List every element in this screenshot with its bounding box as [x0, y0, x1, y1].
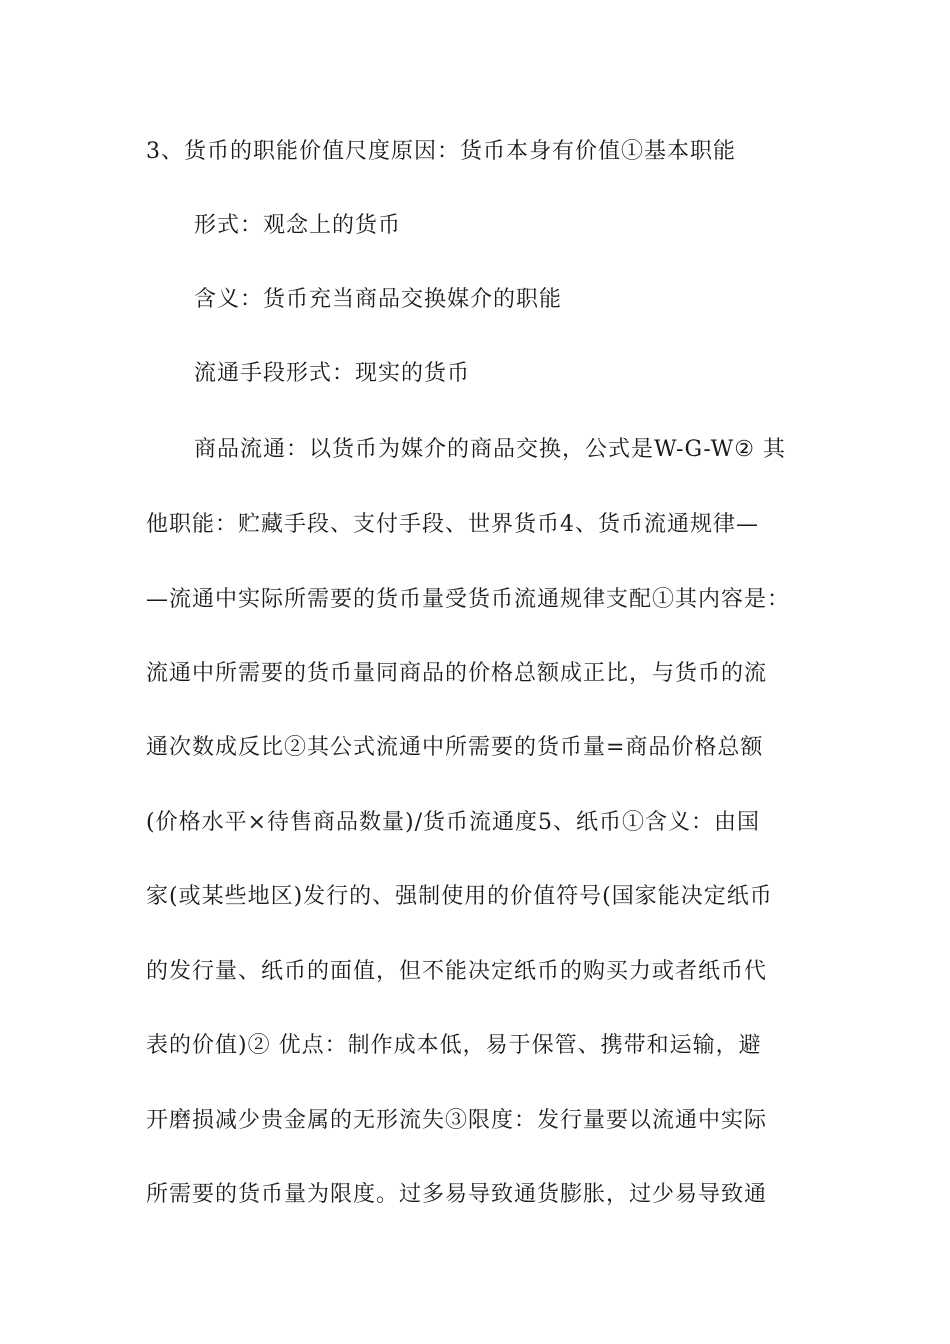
text-line: 他职能：贮藏手段、支付手段、世界货币4、货币流通规律— [146, 512, 759, 537]
text-line: 开磨损减少贵金属的无形流失③限度：发行量要以流通中实际 [146, 1108, 768, 1133]
text-line: 的发行量、纸币的面值，但不能决定纸币的购买力或者纸币代 [146, 959, 768, 984]
text-line: 形式：观念上的货币 [194, 213, 402, 238]
text-line: —流通中实际所需要的货币量受货币流通规律支配①其内容是： [146, 587, 791, 612]
text-line: (价格水平×待售商品数量)/货币流通度5、纸币①含义：由国 [146, 810, 761, 835]
text-line: 流通中所需要的货币量同商品的价格总额成正比，与货币的流 [146, 661, 768, 686]
text-line: 通次数成反比②其公式流通中所需要的货币量=商品价格总额 [146, 735, 764, 760]
text-line: 表的价值)② 优点：制作成本低，易于保管、携带和运输，避 [146, 1033, 762, 1058]
text-line: 家(或某些地区)发行的、强制使用的价值符号(国家能决定纸币 [146, 884, 773, 909]
text-line: 流通手段形式：现实的货币 [194, 361, 471, 386]
text-line: 商品流通：以货币为媒介的商品交换，公式是W-G-W② 其 [194, 437, 786, 462]
text-line: 3、货币的职能价值尺度原因：货币本身有价值①基本职能 [146, 139, 736, 164]
text-line: 含义：货币充当商品交换媒介的职能 [194, 287, 563, 312]
text-line: 所需要的货币量为限度。过多易导致通货膨胀，过少易导致通 [146, 1182, 768, 1207]
